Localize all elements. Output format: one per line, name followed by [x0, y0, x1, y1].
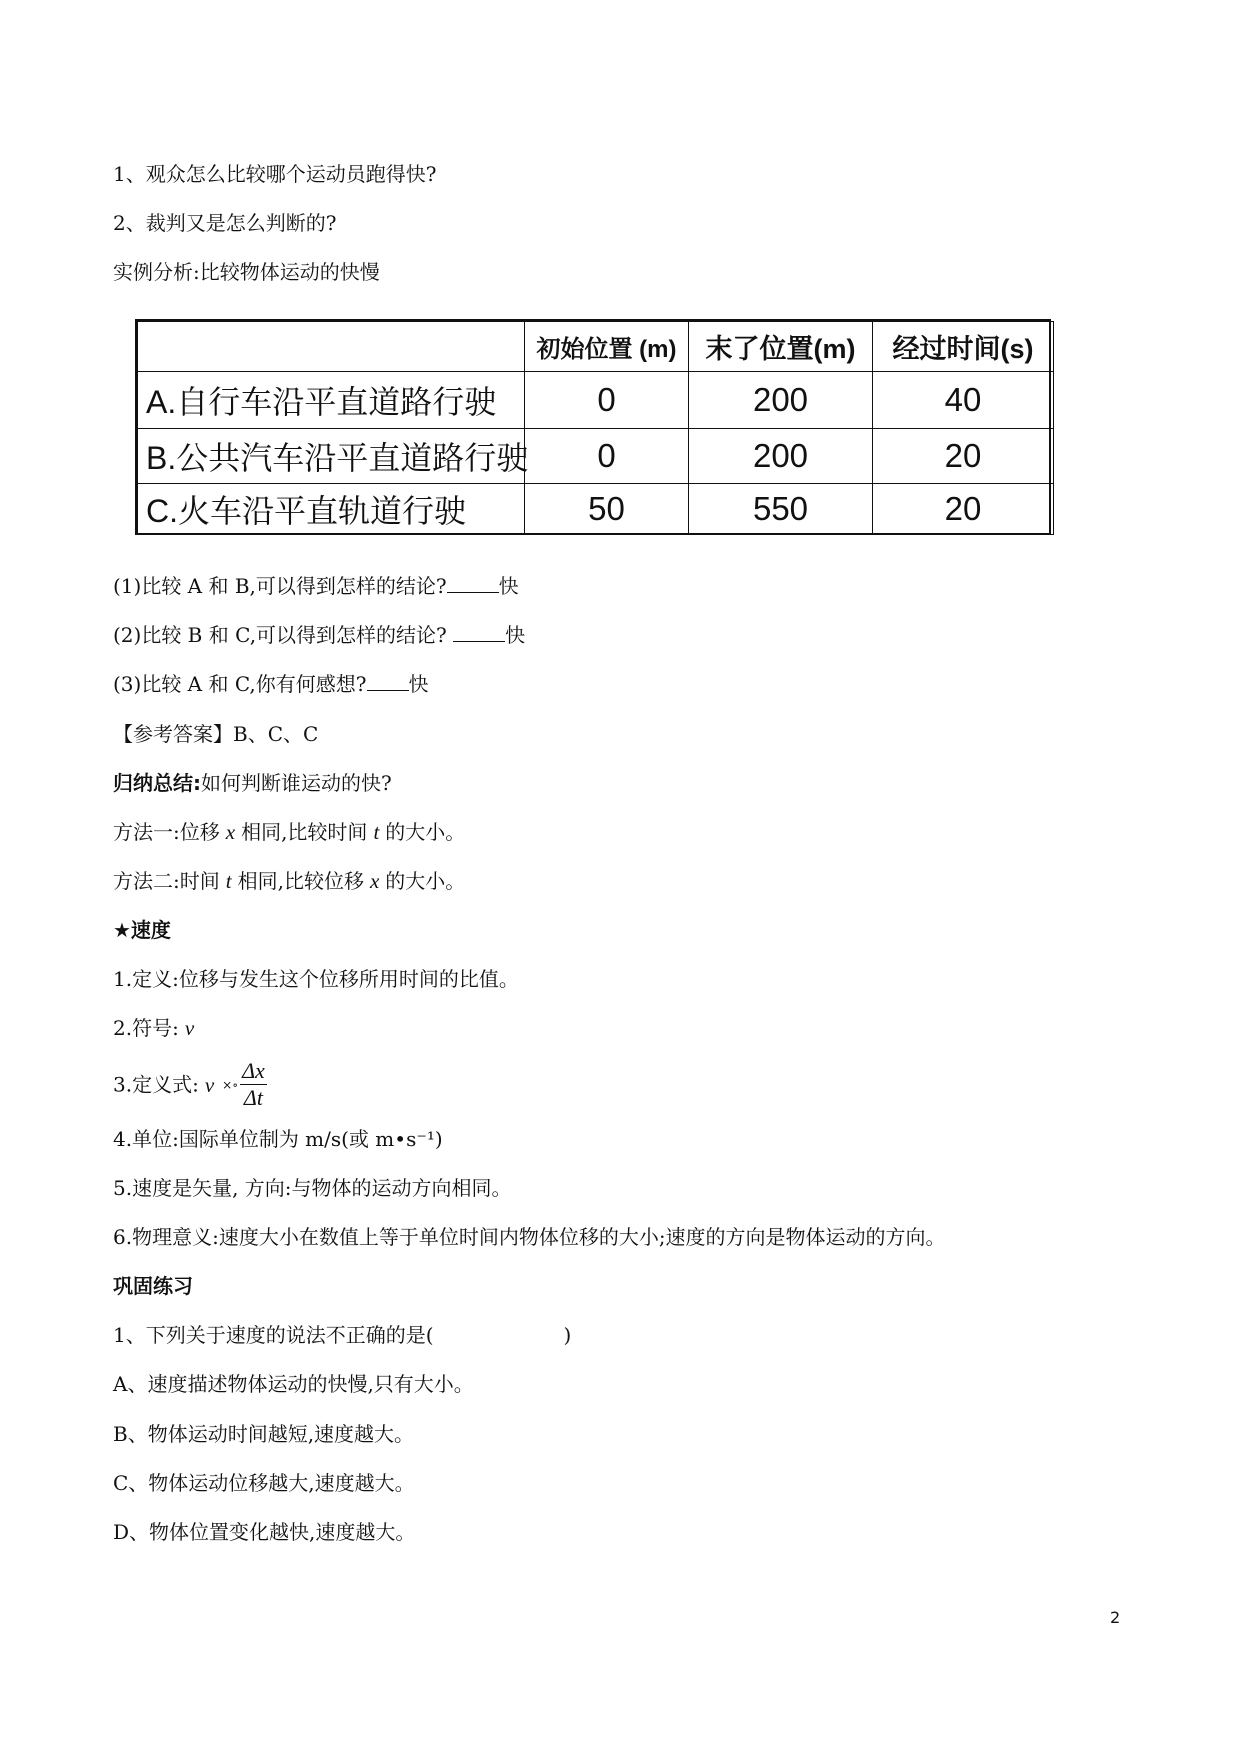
variable-x: x: [225, 820, 236, 844]
row-time: 40: [873, 372, 1054, 429]
row-start: 0: [525, 372, 689, 429]
compare-question-1: [113, 572, 519, 600]
option-a[interactable]: A、速度描述物体运动的快慢,只有大小。: [113, 1372, 474, 1396]
speed-vector: 5.速度是矢量, 方向:与物体的运动方向相同。: [113, 1176, 512, 1200]
question-suffix: 快: [498, 574, 519, 598]
page-number: 2: [1110, 1608, 1121, 1627]
fraction-numerator: Δx: [242, 1058, 265, 1083]
reference-answer: 【参考答案】B、C、C: [113, 722, 319, 746]
speed-symbol: [113, 1014, 200, 1042]
row-time: 20: [873, 484, 1054, 535]
row-label: C.火车沿平直轨道行驶: [138, 484, 525, 535]
row-start: 50: [525, 484, 689, 535]
compare-question-3: [113, 670, 429, 698]
variable-t: t: [225, 869, 232, 893]
option-c[interactable]: C、物体运动位移越大,速度越大。: [113, 1471, 415, 1495]
answer-blank[interactable]: [367, 670, 409, 691]
row-time: 20: [873, 429, 1054, 484]
method-text: 相同,比较位移: [237, 869, 364, 893]
row-end: 200: [689, 429, 873, 484]
row-label: B.公共汽车沿平直道路行驶: [138, 429, 525, 484]
intro-question-2: 2、裁判又是怎么判断的?: [113, 211, 337, 235]
option-d[interactable]: D、物体位置变化越快,速度越大。: [113, 1520, 416, 1544]
table-header-cell: 末了位置(m): [689, 322, 873, 372]
row-label: A.自行车沿平直道路行驶: [138, 372, 525, 429]
practice-question-1: [113, 1321, 571, 1349]
method-text: 的大小。: [385, 820, 466, 844]
table-header-cell: [138, 322, 525, 372]
table-header-cell: 经过时间(s): [873, 322, 1054, 372]
speed-heading: ★速度: [113, 918, 171, 942]
question-text: (2)比较 B 和 C,可以得到怎样的结论?: [113, 623, 447, 647]
row-end: 550: [689, 484, 873, 535]
speed-meaning: 6.物理意义:速度大小在数值上等于单位时间内物体位移的大小;速度的方向是物体运动的方向。: [113, 1225, 946, 1249]
formula-label: 3.定义式:: [113, 1072, 199, 1097]
method-one: [113, 818, 465, 846]
answer-blank[interactable]: [453, 621, 505, 642]
summary-line: [113, 769, 392, 797]
table-row: [138, 484, 1054, 535]
method-text: 的大小。: [385, 869, 466, 893]
option-b[interactable]: B、物体运动时间越短,速度越大。: [113, 1422, 415, 1446]
fraction: [240, 1058, 267, 1111]
summary-heading: 归纳总结:: [113, 771, 201, 795]
summary-text: 如何判断谁运动的快?: [201, 771, 392, 795]
fraction-denominator: Δt: [243, 1085, 263, 1110]
equals-mark: ×∘: [222, 1077, 239, 1092]
variable-v: v: [204, 1072, 215, 1097]
method-text: 方法二:时间: [113, 869, 220, 893]
question-suffix: 快: [505, 623, 526, 647]
question-text: (3)比较 A 和 C,你有何感想?: [113, 672, 367, 696]
table-header-row: [138, 322, 1054, 372]
method-text: 相同,比较时间: [241, 820, 368, 844]
speed-definition: 1.定义:位移与发生这个位移所用时间的比值。: [113, 967, 519, 991]
comparison-table: [135, 319, 1051, 535]
speed-unit: 4.单位:国际单位制为 m/s(或 m•s⁻¹): [113, 1127, 443, 1151]
table-row: [138, 429, 1054, 484]
variable-v: v: [184, 1016, 195, 1040]
answer-blank[interactable]: [447, 572, 499, 593]
compare-question-2: [113, 621, 525, 649]
method-two: [113, 867, 465, 895]
table-header-cell: 初始位置 (m): [525, 322, 689, 372]
intro-question-1: 1、观众怎么比较哪个运动员跑得快?: [113, 162, 437, 186]
speed-formula: [113, 1056, 267, 1112]
table-row: [138, 372, 1054, 429]
row-start: 0: [525, 429, 689, 484]
question-text: 1、下列关于速度的说法不正确的是(: [113, 1323, 434, 1347]
variable-t: t: [373, 820, 380, 844]
example-heading: 实例分析:比较物体运动的快慢: [113, 260, 380, 284]
question-suffix: 快: [408, 672, 429, 696]
row-end: 200: [689, 372, 873, 429]
symbol-label: 2.符号:: [113, 1016, 179, 1040]
question-close: ): [563, 1323, 572, 1347]
method-text: 方法一:位移: [113, 820, 220, 844]
practice-heading: 巩固练习: [113, 1274, 193, 1298]
variable-x: x: [369, 869, 380, 893]
question-text: (1)比较 A 和 B,可以得到怎样的结论?: [113, 574, 447, 598]
